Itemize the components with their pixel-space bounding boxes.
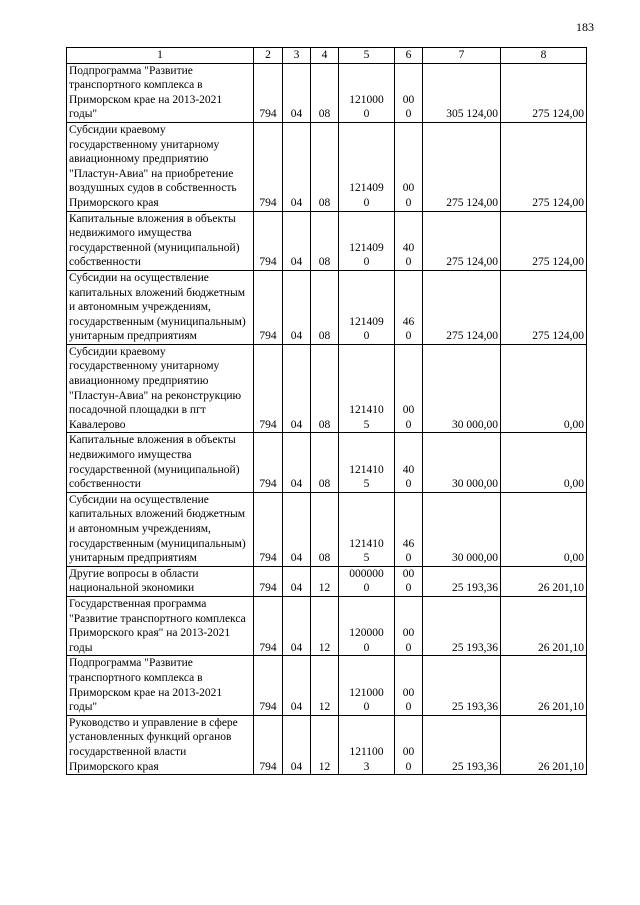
page-number: 183 [576, 20, 594, 34]
code-6: 46 0 [395, 492, 423, 566]
code-4: 08 [311, 433, 339, 492]
table-row [67, 433, 587, 492]
header-cell-7: 7 [423, 48, 501, 64]
amount-8: 275 124,00 [501, 270, 587, 344]
row-name: Субсидии на осуществление капитальных вложений бюджетным и автономным учреждениям, государственным (муниципальным) унитарным предприятиям [67, 492, 254, 566]
table-row [67, 344, 587, 433]
code-2: 794 [254, 122, 283, 211]
row-name: Капитальные вложения в объекты недвижимого имущества государственной (муниципальной) собственности [67, 433, 254, 492]
code-4: 08 [311, 63, 339, 122]
code-2: 794 [254, 596, 283, 655]
code-3: 04 [283, 211, 311, 270]
code-4: 12 [311, 656, 339, 715]
row-name: Государственная программа "Развитие транспортного комплекса Приморского края" на 2013-2021 годы [67, 596, 254, 655]
code-5: 121000 0 [339, 656, 395, 715]
code-5: 121409 0 [339, 122, 395, 211]
amount-7: 25 193,36 [423, 596, 501, 655]
code-2: 794 [254, 656, 283, 715]
row-name: Руководство и управление в сфере установленных функций органов государственной власти Приморского края [67, 715, 254, 774]
code-4: 08 [311, 270, 339, 344]
code-3: 04 [283, 63, 311, 122]
header-cell-3: 3 [283, 48, 311, 64]
table-row [67, 566, 587, 596]
row-name: Субсидии на осуществление капитальных вложений бюджетным и автономным учреждениям, государственным (муниципальным) унитарным предприятиям [67, 270, 254, 344]
code-2: 794 [254, 715, 283, 774]
code-4: 12 [311, 715, 339, 774]
table-row [67, 596, 587, 655]
table-row [67, 122, 587, 211]
code-3: 04 [283, 122, 311, 211]
code-4: 08 [311, 122, 339, 211]
amount-8: 275 124,00 [501, 63, 587, 122]
amount-8: 275 124,00 [501, 211, 587, 270]
amount-8: 0,00 [501, 492, 587, 566]
code-4: 08 [311, 344, 339, 433]
code-2: 794 [254, 492, 283, 566]
code-5: 120000 0 [339, 596, 395, 655]
code-5: 000000 0 [339, 566, 395, 596]
header-row [67, 48, 587, 64]
amount-7: 25 193,36 [423, 656, 501, 715]
amount-8: 26 201,10 [501, 715, 587, 774]
code-3: 04 [283, 656, 311, 715]
code-6: 40 0 [395, 211, 423, 270]
code-6: 00 0 [395, 596, 423, 655]
code-3: 04 [283, 433, 311, 492]
row-name: Субсидии краевому государственному унитарному авиационному предприятию "Пластун-Авиа" на приобретение воздушных судов в собственность Приморского края [67, 122, 254, 211]
code-3: 04 [283, 566, 311, 596]
code-6: 00 0 [395, 122, 423, 211]
code-4: 12 [311, 566, 339, 596]
code-2: 794 [254, 63, 283, 122]
row-name: Другие вопросы в области национальной экономики [67, 566, 254, 596]
code-6: 00 0 [395, 656, 423, 715]
row-name: Субсидии краевому государственному унитарному авиационному предприятию "Пластун-Авиа" на реконструкцию посадочной площадки в пгт Кавалерово [67, 344, 254, 433]
code-3: 04 [283, 715, 311, 774]
code-6: 00 0 [395, 344, 423, 433]
code-2: 794 [254, 566, 283, 596]
table-row [67, 270, 587, 344]
header-cell-1: 1 [67, 48, 254, 64]
amount-7: 275 124,00 [423, 211, 501, 270]
code-3: 04 [283, 596, 311, 655]
header-cell-8: 8 [501, 48, 587, 64]
table-row [67, 715, 587, 774]
table-row [67, 211, 587, 270]
code-4: 08 [311, 211, 339, 270]
code-5: 121410 5 [339, 492, 395, 566]
amount-8: 26 201,10 [501, 566, 587, 596]
code-3: 04 [283, 492, 311, 566]
amount-7: 25 193,36 [423, 566, 501, 596]
code-5: 121410 5 [339, 344, 395, 433]
table-row [67, 492, 587, 566]
amount-7: 30 000,00 [423, 433, 501, 492]
amount-7: 25 193,36 [423, 715, 501, 774]
code-5: 121409 0 [339, 270, 395, 344]
code-6: 40 0 [395, 433, 423, 492]
code-6: 00 0 [395, 715, 423, 774]
amount-7: 275 124,00 [423, 270, 501, 344]
code-5: 121100 3 [339, 715, 395, 774]
header-cell-4: 4 [311, 48, 339, 64]
code-6: 00 0 [395, 63, 423, 122]
amount-7: 275 124,00 [423, 122, 501, 211]
amount-8: 26 201,10 [501, 596, 587, 655]
amount-8: 0,00 [501, 344, 587, 433]
header-cell-6: 6 [395, 48, 423, 64]
code-4: 08 [311, 492, 339, 566]
code-3: 04 [283, 344, 311, 433]
table-row [67, 656, 587, 715]
header-cell-2: 2 [254, 48, 283, 64]
budget-table [66, 47, 587, 775]
header-cell-5: 5 [339, 48, 395, 64]
code-5: 121410 5 [339, 433, 395, 492]
row-name: Подпрограмма "Развитие транспортного комплекса в Приморском крае на 2013-2021 годы" [67, 656, 254, 715]
amount-8: 275 124,00 [501, 122, 587, 211]
table-row [67, 63, 587, 122]
amount-7: 30 000,00 [423, 344, 501, 433]
code-5: 121000 0 [339, 63, 395, 122]
row-name: Капитальные вложения в объекты недвижимого имущества государственной (муниципальной) собственности [67, 211, 254, 270]
code-6: 00 0 [395, 566, 423, 596]
code-2: 794 [254, 211, 283, 270]
code-6: 46 0 [395, 270, 423, 344]
amount-7: 30 000,00 [423, 492, 501, 566]
row-name: Подпрограмма "Развитие транспортного комплекса в Приморском крае на 2013-2021 годы" [67, 63, 254, 122]
code-3: 04 [283, 270, 311, 344]
code-2: 794 [254, 344, 283, 433]
code-4: 12 [311, 596, 339, 655]
amount-7: 305 124,00 [423, 63, 501, 122]
code-2: 794 [254, 270, 283, 344]
amount-8: 0,00 [501, 433, 587, 492]
amount-8: 26 201,10 [501, 656, 587, 715]
code-2: 794 [254, 433, 283, 492]
code-5: 121409 0 [339, 211, 395, 270]
